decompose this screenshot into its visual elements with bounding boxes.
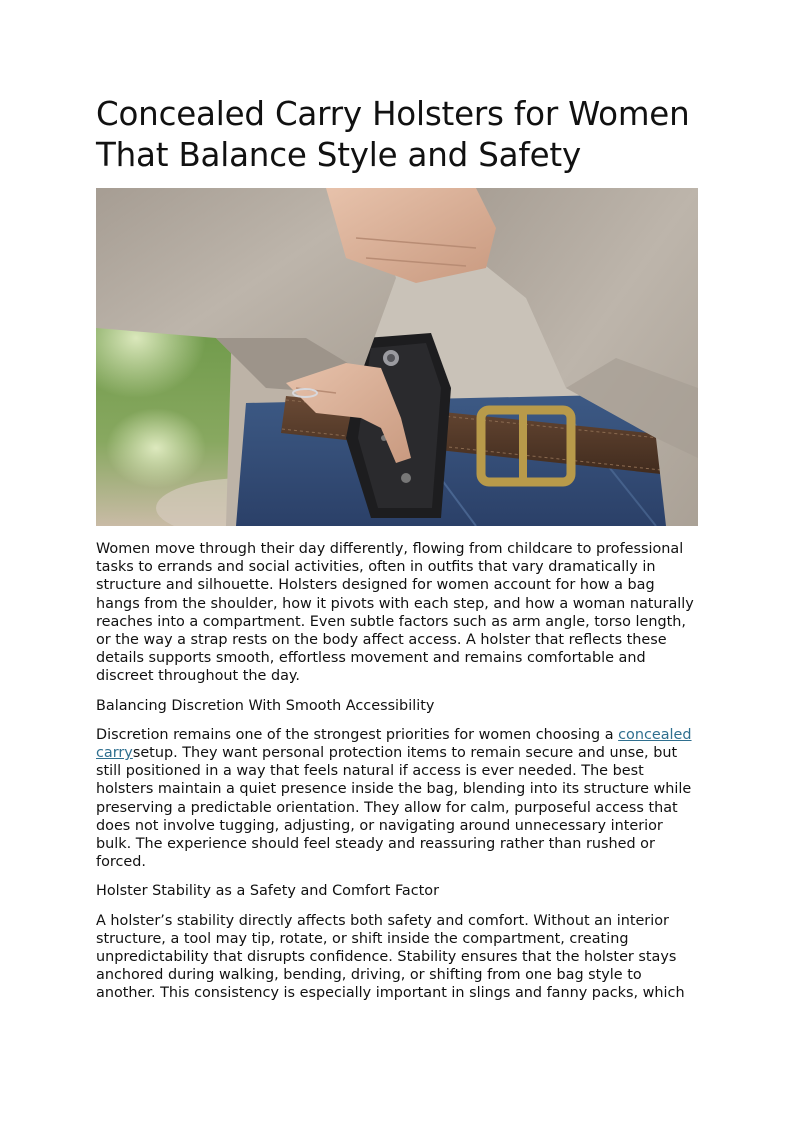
article-title [96, 94, 698, 176]
section-paragraph-discretion [96, 726, 698, 872]
section-heading-stability: Holster Stability as a Safety and Comfort Factor [96, 883, 440, 900]
section-paragraph-stability: A holster’s stability directly affects both safety and comfort. Without an interior structure, a tool may tip, rotate, or shift inside the compartment, creating unpredictability that disrupts confidence. Stability ensures that the holster stays anchored during walking, bending, driving, or shifting from one bag style to another. This consistency is especially important in slings and fanny packs, which [96, 912, 685, 1002]
section-heading-discretion: Balancing Discretion With Smooth Accessibility [96, 697, 435, 714]
intro-paragraph: Women move through their day differently, flowing from childcare to professional tasks to errands and social activities, often in outfits that vary dramatically in structure and silhouette. Holsters designed for women account for how a bag hangs from the shoulder, how it pivots with each step, and how a woman naturally reaches into a compartment. Even subtle factors such as arm angle, torso length, or the way a strap rests on the body affect access. A holster that reflects these details supports smooth, effortless movement and remains comfortable and discreet throughout the day. [96, 541, 694, 685]
concealed-carry-link[interactable]: concealed carry [96, 726, 692, 762]
hero-image [96, 188, 698, 526]
title-line-1: Concealed Carry Holsters for Women [96, 95, 690, 133]
paragraph-text-before-link: Discretion remains one of the strongest priorities for women choosing a [96, 726, 619, 743]
paragraph-text-after-link: setup. They want personal protection items to remain secure and unse, but still positioned in a way that feels natural if access is ever needed. The best holsters maintain a quiet presence inside the bag, blending into its structure while preserving a predictable orientation. They allow for calm, purposeful access that does not involve tugging, adjusting, or navigating around unnecessary interior bulk. The experience should feel steady and reassuring rather than rushed or forced. [96, 745, 692, 871]
article [96, 94, 698, 1003]
title-line-2: That Balance Style and Safety [96, 136, 581, 174]
